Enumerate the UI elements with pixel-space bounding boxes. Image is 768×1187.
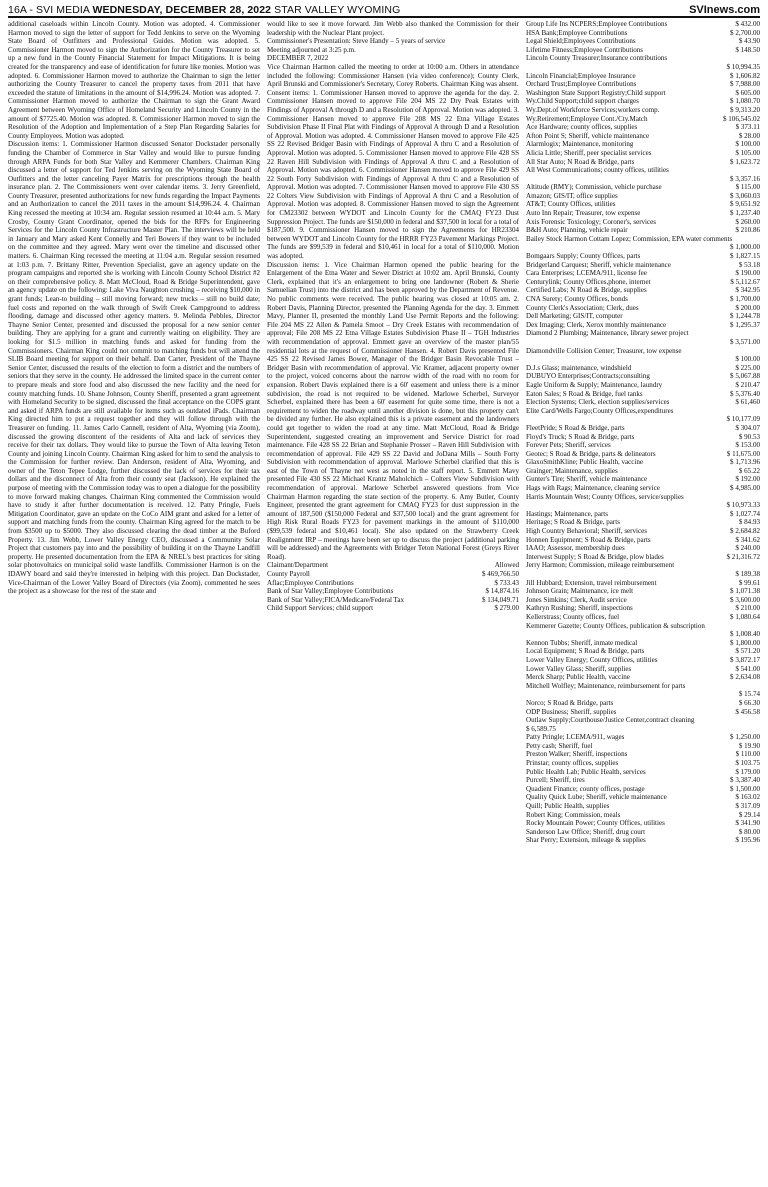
claim-row <box>526 785 760 794</box>
claim-label: Lower Valley Glass; Sheriff, supplies <box>526 664 632 673</box>
claim-amount: $ 1,244.78 <box>730 312 760 321</box>
claim-row <box>526 286 760 295</box>
claim-row <box>526 312 760 321</box>
claim-row <box>526 656 760 665</box>
claim-row <box>526 708 760 717</box>
claim-amount: $ 5,112.67 <box>730 277 760 286</box>
claim-label: Alarmlogix; Maintenance, monitoring <box>526 140 634 149</box>
claim-label: Altitude (RMY); Commission, vehicle purchase <box>526 183 662 192</box>
claim-label: County Clerk's Association; Clerk, dues <box>526 303 639 312</box>
claim-row <box>526 132 760 141</box>
claim-row <box>526 192 760 201</box>
claim-amount: $ 148.50 <box>735 45 760 54</box>
claim-label: Patty Pringle; LCEMA/911, wages <box>526 733 625 742</box>
claim-row <box>526 140 760 149</box>
claim-label: Cara Enterprises; LCEMA/911, license fee <box>526 269 647 278</box>
claim-row <box>526 639 760 648</box>
claim-amount: $ 1,606.82 <box>730 71 760 80</box>
claim-row <box>526 553 760 562</box>
claim-label: Preston Walker; Sheriff, inspections <box>526 750 628 759</box>
claim-label: Gunter's Tire; Sheriff, vehicle maintenance <box>526 475 648 484</box>
paragraph: Vice Chairman Harmon called the meeting to order at 10:00 a.m. Others in attendance included the following: Commissioner Hansen (via video conference); County Clerk, April Brunski and Commissioner's Secretary, Corey Roberts. Chairman King was absent. <box>267 62 519 89</box>
claim-label: DUBUYO Enterprises;Contracts;consulting <box>526 372 650 381</box>
claims-header-claimant: Claimant/Department <box>267 561 329 570</box>
claim-row <box>526 381 760 390</box>
claim-row <box>526 604 760 613</box>
claim-row <box>526 682 760 699</box>
claim-row <box>526 828 760 837</box>
claims-header-allowed: Allowed <box>494 561 519 570</box>
claim-label: Kennon Tubbs; Sheriff, inmate medical <box>526 638 638 647</box>
claim-label: Forever Pets; Sheriff, services <box>526 441 611 450</box>
claim-label: Certified Labs; N Road & Bridge, supplies <box>526 286 647 295</box>
column-3-claims <box>526 20 760 1183</box>
claim-amount: $ 200.00 <box>735 303 760 312</box>
claim-amount: $ 210.86 <box>735 226 760 235</box>
claim-amount: $ 605.00 <box>735 88 760 97</box>
claim-amount: $ 1,008.40 <box>730 630 760 639</box>
claim-row <box>526 329 760 346</box>
claim-amount: $ 3,872.17 <box>730 655 760 664</box>
claim-amount: $ 19.90 <box>738 741 760 750</box>
claim-amount: $ 210.47 <box>735 380 760 389</box>
claim-amount: $ 1,000.00 <box>730 243 760 252</box>
column-2 <box>267 20 519 1183</box>
claim-amount: $ 90.53 <box>738 432 760 441</box>
claim-amount: $ 65.22 <box>738 466 760 475</box>
claim-row <box>526 295 760 304</box>
claim-row <box>526 115 760 124</box>
claim-amount: $ 192.00 <box>735 475 760 484</box>
claim-row <box>526 252 760 261</box>
paragraph: additional caseloads within Lincoln County. Motion was adopted. 4. Commissioner Harmon moved to sign the letter of support for Tedd Jenkins to serve on the Wyoming State Board of Outfitters and Professional Guides. Motion was adopted. 5. Commissioner Harmon moved to sign the Authorization for the County Treasurer to set up a new fund in the County Financial Statement for Impact Mitigations. It is being created for the transparency and ease of identification for future like monies. Motion was adopted. 6. Commissioner Harmon moved to authorize the Chairman to sign the letter authorizing the County Treasurer to cancel the property taxes from 2011 that have exceeded the statute of limitations in the amount of $14,996.24. Motion was adopted. 7. Commissioner Harmon moved to authorize the Chairman to sign the Grant Award Agreement between Wyoming Office of Homeland Security and Lincoln County in the amount of $7725.40. Motion was adopted. 8. Commissioner Harmon moved to sign the Resolution of the Adoption and Implementation of a Step Plan Regarding Salaries for County Employees. Motion was adopted. <box>8 20 260 140</box>
claim-row <box>526 347 760 364</box>
claim-label: Geotec; S Road & Bridge, parts & delineators <box>526 449 656 458</box>
claim-amount: $ 1,700.00 <box>730 295 760 303</box>
claim-amount: $ 4,985.00 <box>730 484 760 493</box>
claim-label: Alicia Little; Sheriff, peer specialist services <box>526 148 652 157</box>
claim-label: Jill Hubbard; Extension, travel reimbursement <box>526 578 657 587</box>
claim-label: Bank of Star Valley;FICA/Medicare/Federal Tax <box>267 595 405 604</box>
claim-label: Elite Card/Wells Fargo;County Offices,expenditures <box>526 406 674 415</box>
claim-label: AT&T; County Offices, utilities <box>526 200 616 209</box>
header-date: WEDNESDAY, DECEMBER 28, 2022 <box>92 4 272 16</box>
claim-amount: $ 2,700.00 <box>730 28 760 37</box>
claim-label: Bomgaars Supply; County Offices, parts <box>526 252 641 261</box>
claim-label: Sanderson Law Office; Sheriff, drug court <box>526 827 646 836</box>
claim-label: All West Communications; county offices, utilities <box>526 166 669 175</box>
claim-label: Kellerstrass; County offices, fuel <box>526 612 620 621</box>
claim-row <box>526 613 760 622</box>
claim-row <box>526 261 760 270</box>
header-location: STAR VALLEY WYOMING <box>274 4 401 16</box>
claim-amount: $ 99.61 <box>738 578 760 587</box>
claim-amount: $ 106,545.02 <box>723 114 760 123</box>
claim-row <box>526 123 760 132</box>
claim-amount: $ 260.00 <box>735 217 760 226</box>
claim-label: Jerry Harmon; Commission, mileage reimbursement <box>526 561 675 570</box>
claim-row <box>526 398 760 407</box>
claim-row <box>526 29 760 38</box>
claim-label: Lincoln Financial;Employee Insurance <box>526 71 636 80</box>
claim-row <box>526 158 760 167</box>
claim-row <box>526 493 760 510</box>
claim-label: Grainger; Maintenance, supplies <box>526 466 618 475</box>
claim-label: Quill; Public Health, supplies <box>526 802 610 811</box>
claim-amount: $ 1,713.96 <box>730 458 760 467</box>
claim-row <box>526 759 760 768</box>
claim-amount: $ 10,177.09 <box>726 415 760 424</box>
claim-label: Rocky Mountain Power; County Offices, utilities <box>526 819 665 828</box>
claim-label: County Payroll <box>267 570 310 578</box>
claim-amount: $ 43.90 <box>738 37 760 46</box>
claim-label: Bailey Stock Harmon Cottam Lopez; Commission, EPA water comments <box>526 234 733 243</box>
claim-label: IAAO; Assessor, membership dues <box>526 544 625 553</box>
column-1 <box>8 20 260 1183</box>
claim-label: Outlaw Supply;Courthouse/Justice Center,contract cleaning <box>526 716 695 725</box>
claim-label: Quality Quick Lube; Sheriff, vehicle maintenance <box>526 793 667 802</box>
claim-amount: $ 53.18 <box>738 260 760 269</box>
claim-row <box>526 20 760 29</box>
claim-row <box>526 278 760 287</box>
claim-row <box>526 622 760 639</box>
claim-label: Heritage; S Road & Bridge, parts <box>526 518 620 527</box>
claim-label: Purcell; Sheriff, tires <box>526 776 585 785</box>
claim-label: Public Health Lab; Public Health, services <box>526 767 646 776</box>
claim-amount: $ 163.02 <box>735 793 760 802</box>
claim-label: Eagle Uniform & Supply; Maintenance, laundry <box>526 380 663 389</box>
claim-label: Wy.Dept.of Workforce Services;workers comp. <box>526 105 660 114</box>
claim-amount: $ 210.00 <box>735 604 760 613</box>
claim-amount: $ 5,067.88 <box>730 372 760 381</box>
claim-label: Merck Sharp; Public Health, vaccine <box>526 673 630 682</box>
paragraph: Commissioner's Presentation: Steve Handy – 5 years of service <box>267 37 446 46</box>
claim-label: Wy.Retirement;Employee Cont./Cty.Match <box>526 114 648 123</box>
claim-row <box>526 97 760 106</box>
claim-row <box>526 80 760 89</box>
claims-list-col2 <box>267 570 519 613</box>
claim-row <box>526 424 760 433</box>
claim-amount: $ 110.00 <box>735 750 760 759</box>
claim-label: Shar Perry; Extension, mileage & supplies <box>526 836 646 845</box>
claim-label: HSA Bank;Employee Contributions <box>526 28 628 37</box>
claim-row <box>526 235 760 252</box>
claim-label: Election Systems; Clerk, election supplies/services <box>526 398 670 407</box>
claim-label: Auto Inn Repair; Treasurer, tow expense <box>526 209 641 218</box>
claim-amount: $ 179.00 <box>735 767 760 776</box>
claim-row <box>526 776 760 785</box>
claim-amount: $ 373.11 <box>735 123 760 132</box>
claim-label: All Star Auto; N Road & Bridge, parts <box>526 157 635 166</box>
claim-label: Mitchell Wolfley; Maintenance, reimbursement for parts <box>526 681 686 690</box>
claim-label: Petty cash; Sheriff, fuel <box>526 741 593 750</box>
claim-label: Floyd's Truck; S Road & Bridge, parts <box>526 432 635 441</box>
claim-amount: $ 3,060.03 <box>730 191 760 200</box>
claim-amount: $ 341.90 <box>735 819 760 828</box>
claim-row <box>526 37 760 46</box>
claim-row <box>526 209 760 218</box>
claim-label: Child Support Services; child support <box>267 604 374 613</box>
claim-amount: $ 1,080.70 <box>730 97 760 106</box>
claim-label: FleetPride; S Road & Bridge, parts <box>526 423 625 432</box>
claim-amount: $ 2,684.82 <box>730 527 760 536</box>
claim-amount: $ 317.09 <box>735 802 760 811</box>
claim-row <box>526 518 760 527</box>
claim-amount: $ 3,357.16 <box>730 174 760 183</box>
claim-row <box>526 665 760 674</box>
paragraph: Consent items: 1. Commissioner Hansen moved to approve the agenda for the day. 2. Commissioner Hansen moved to approve File 204 MS 22 Dry Peak Estates with Findings of Approval A through D and a Resolution of Approval. Motion was adopted. 3. Commissioner Hansen moved to approve File 208 MS 22 Etna Village Estates Subdivision Phase II Final Plat with Findings of Approval A through D and a Resolution of Approval. Motion was adopted. 4. Commissioner Hansen moved to approve File 425 SS 22 Revised Bridger Basin with Findings of Approval A thru C and a Resolution of Approval. Motion was adopted. 5. Commissioner Hansen moved to approve File 428 SS 22 Raven Hill Subdivision with Findings of Approval A thru C and a Resolution of Approval. Motion was adopted. 6. Commissioner Hansen moved to approve File 429 SS 22 South Forty Subdivision with Findings of Approval A thru C and a Resolution of Approval. Motion was adopted. 7. Commissioner Hansen moved to approve File 430 SS 22 Colters View Subdivision with Findings of Approval A thru C and a Resolution of Approval. Motion was adopted. 8. Commissioner Hansen moved to sign the Agreement for CM23302 between WYDOT and Lincoln County for the CMAQ FY23 Dust Suppression Project. The funds are $150,000 in federal and $37,500 in local for a total of $187,500. 9. Commissioner Hansen moved to sign the Agreements for HR23304 between WYDOT and Lincoln County for the HRRR FY23 Pavement Markings Project. The funds are $99,539 in federal and $10,461 in local for a total of $110,000. Motion was adopted. <box>267 88 519 261</box>
claim-label: Centurylink; County Offices,phone, internet <box>526 277 651 286</box>
claim-row <box>526 561 760 578</box>
claim-amount: $ 432.00 <box>735 20 760 28</box>
claim-label: Lifetime Fitness;Employee Contributions <box>526 45 644 54</box>
claim-amount: $ 10,973.33 <box>726 501 760 510</box>
claim-row <box>526 647 760 656</box>
claim-label: Group Life Ins NCPERS;Employee Contributions <box>526 20 668 28</box>
claim-row <box>526 106 760 115</box>
claim-row <box>526 433 760 442</box>
claim-label: Amazon; GIS/IT, office supplies <box>526 191 618 200</box>
claim-row <box>526 673 760 682</box>
claim-amount: $ 341.62 <box>735 535 760 544</box>
paragraph: DECEMBER 7, 2022 <box>267 54 329 63</box>
claim-amount: $ 9,651.92 <box>730 200 760 209</box>
claim-row <box>526 390 760 399</box>
claim-amount: $ 6,589.75 <box>526 724 556 733</box>
claim-row <box>526 527 760 536</box>
claim-label: Lower Valley Energy; County Offices, utilities <box>526 655 658 664</box>
claim-amount: $ 115.00 <box>735 183 760 192</box>
claim-amount: $ 80.00 <box>738 827 760 836</box>
claim-label: Prinstar; county offices, supplies <box>526 759 619 768</box>
claim-row <box>526 716 760 733</box>
claim-amount: $ 28.00 <box>738 131 760 140</box>
claim-label: Norco; S Road & Bridge, parts <box>526 698 614 707</box>
claim-amount: $ 1,295.37 <box>730 320 760 329</box>
claim-row <box>526 793 760 802</box>
claims-header <box>267 561 519 570</box>
claim-row <box>526 742 760 751</box>
claim-label: Orchard Trust;Employee Contributions <box>526 80 637 89</box>
claim-label: GlaxoSmithKline; Public Health, vaccine <box>526 458 644 467</box>
claim-label: Lincoln County Treasurer;Insurance contributions <box>526 54 668 63</box>
claim-amount: $ 29.14 <box>738 810 760 819</box>
claim-row <box>526 441 760 450</box>
claim-row <box>526 811 760 820</box>
claim-amount: $ 279.00 <box>494 604 519 613</box>
claim-row <box>526 536 760 545</box>
claim-amount: $ 304.07 <box>735 423 760 432</box>
claim-label: Robert King; Commission, meals <box>526 810 621 819</box>
claim-row <box>526 458 760 467</box>
claim-amount: $ 153.00 <box>735 441 760 450</box>
claim-amount: $ 21,316.72 <box>726 552 760 561</box>
page-number: 16A - SVI MEDIA <box>8 4 90 16</box>
claim-amount: $ 66.30 <box>738 698 760 707</box>
claim-amount: $ 1,623.72 <box>730 157 760 166</box>
claim-row <box>526 269 760 278</box>
claim-amount: $ 5,376.40 <box>730 389 760 398</box>
claim-amount: $ 11,675.00 <box>726 449 760 458</box>
claim-amount: $ 9,313.20 <box>730 105 760 114</box>
claim-amount: $ 7,988.00 <box>730 80 760 89</box>
claim-row <box>526 364 760 373</box>
claim-row <box>526 579 760 588</box>
claim-row <box>267 604 519 613</box>
claim-label: Johnson Grain; Maintenance, ice melt <box>526 587 634 596</box>
claim-row <box>526 510 760 519</box>
claim-amount: $ 342.95 <box>735 286 760 295</box>
site-name: SVInews.com <box>689 4 760 16</box>
claim-label: Hags with Rags; Maintenance, cleaning service <box>526 484 660 493</box>
claim-label: Bank of Star Valley;Employee Contributions <box>267 587 394 596</box>
claim-amount: $ 1,237.40 <box>730 209 760 218</box>
claim-amount: $ 1,827.15 <box>730 252 760 261</box>
claim-amount: $ 105.00 <box>735 148 760 157</box>
claim-label: Quadient Finance; county offices, postage <box>526 784 645 793</box>
claim-label: B&H Auto; Planning, vehicle repair <box>526 226 628 235</box>
claim-row <box>526 46 760 55</box>
claim-amount: $ 571.20 <box>735 647 760 656</box>
claim-label: Ace Hardware; county offices, supplies <box>526 123 638 132</box>
claim-row <box>526 321 760 330</box>
claim-label: Afton Point S; Sheriff, vehicle maintenance <box>526 131 650 140</box>
claim-row <box>526 166 760 183</box>
claim-amount: $ 733.43 <box>494 578 519 587</box>
paragraph: Discussion items: 1. Commissioner Harmon discussed Senator Dockstader personally funding the Chamber of Commerce in Star Valley and would like to pursue funding through ARPA Funds for both Star Valley and Kemmerer Chambers. Chairman King discussed a letter of support for Ted Jenkins serving on the Wyoming State Board of Outfitters and the letter canceling Payer Matrix for prescriptions through the health insurance plan. 2. The Commissioners went over calendar items. 3. Jerry Greenfield, County Treasurer, presented authorizations for new funds regarding the Impact Payments and an Authorization to cancel the 2011 taxes in the amount $14,996.24. 4. Chairman King recessed the meeting at 10:34 am. Regular session resumed at 10:44 a.m. 5. Mary Crosby, County Grant Coordinator, opened the bids for the RFPs for Engineering Services for the Lincoln County Infrastructure Master Plan. The interviews will be held in January and Mary asked Kent Connelly and Teri Bowers if they want to be included on the committee and they agreed. Mary went over the timeline and discussed other matters. 6. Chairman King recessed the meeting at 11:04 a.m. Regular session resumed at 1:03 p.m. 7. Brittany Ritter, Prevention Specialist, gave an agency update on the program campaigns and reported she is working with Lincoln County School District #2 on their comprehensive policy. 8. Matt McCloud, Road & Bridge Superintendent, gave an agency update on the following: Lake Viva Naughton crushing – receiving $10,000 in grant funds; Lean-to building – still moving forward; new trucks – still no build date; fuel costs and reported on the walk through of Swift Creek Campground to address flooding, damage and discussed other agency matters. 9. Melinda Pebbles, Director Thayne Senior Center, presented and discussed the proposal for a new senior center building. They are applying for a grant and currently waiting on eligibility. They are looking for $1.5 million in matching funds and asked for funding from the Commissioners. Chairman King could not commit to matching funds but will attend the SLIB Board meeting for support on their behalf. Dan Carter, President of the Thayne Senior Center, discussed the results of the election to form a district and the numbers of seniors that they serve in the county. He addressed the limited space in the current center to prepare meals and store food and also discussed the new facility and the need for county matching funds. 10. Shane Johnson, County Sheriff, presented a grant agreement with Homeland Security to be signed, discussed the final acceptance on the COPS grant and asked if ARPA funds are still available for items such as outdated iPads. Chairman King directed him to put a request together and they will follow through with the Treasurer on funding. 11. James Carlo Cannell, resident of Alta, Wyoming (via Zoom), discussed the growing discontent of the residents of Alta and lack of services they receive for their tax dollars. They would like to pursue the Town of Alta leaving Teton County and joining Lincoln County. Chairman King asked for him to send the analysis to the Commission for further review. Dan Anderson, resident of Alta, Wyoming, and owner of the Teton Tepee Lodge, further discussed the lack of services for their tax dollars and the disconnect of Alta from their county seat (Jackson). He explained the purpose of meeting with the Commission today was to open a dialogue for the possibility to move forward making changes. Chairman King commented the Commission would have to study it after further documentation is received. 12. Patty Pringle, Fuels Mitigation Coordinator, gave an update on the CoCo AIM grant and asked for a letter of support and matching funds from the county. Chairman King agreed for the match to be from $3500 up to $5000. They also discussed clearing the dead timber at the Buford Property. 13. Jim Webb, Lower Valley Energy CEO, discussed a Community Solar Project that customers pay into and the possibility of building it on the Thayne Landfill property. He presented documentation from the EPA & NREL's best practices for siting solar photovoltaics on municipal solid waste landfills. Commissioner Harmon is on the IDAWY board and said they're interested in helping with this project. Dan Dockstader, Vice-Chairman of the Lower Valley Board of Directors (via Zoom), commented he sees the project as a showcase for the rest of the state and <box>8 140 260 596</box>
claim-row <box>526 54 760 71</box>
claim-row <box>526 750 760 759</box>
claim-row <box>526 467 760 476</box>
claim-row <box>526 200 760 209</box>
paragraph: Discussion items: 1. Vice Chairman Harmon opened the public hearing for the Enlargement of the Etna Water and Sewer District at 10:02 am. April Brunski, County Clerk, explained that it's an enlargement to bring one landowner (Robert & Sherie Samuelian Trust) into the district and has been approved by the Department of Revenue. No public comments were received. The public hearing was closed at 10:05 am. 2. Robert Davis, Planning Director, presented the Planning Agenda for the day. 3. Emmett Mavy, Planner II, presented the monthly Land Use Permit Reports and the following: File 204 MS 22 Allen & Pamela Smoot – Dry Creek Estates with recommendation of approval; File 208 MS 22 Etna Village Estates Subdivision Phase II – TGH Industries with recommendation of approval. Emmett gave an overview of the master plan/55 residential lots at the request of Commissioner Hansen. 4. Robert Davis presented File 425 SS 22 Revised James Bower, Manager of the Bridger Basin Revocable Trust – Bridger Basin with recommendation of approval. Vic Kramer, adjacent property owner to the project, voiced concerns about the narrow width of the road with no room for expansion. Robert Davis explained there is a 60' easement and unless there is a minor subdivision, the road is not required to be widened. Marlowe Scherbel, Surveyor Scherbel, explained there has been a 60' easement for quite some time, there is not a requirement to widen the roadway until another division is done, but this property can't be divided any further. He also explained this is a private easement and the landowners could get together to widen the road at any time. Matt McCloud, Road & Bridge Superintendent, suggested creating an improvement and Service District for road maintenance. File 428 SS 22 Brian and Stephanie Prosser – Raven Hill Subdivision with recommendation of approval. File 429 SS 22 David and JoDana Mills – South Forty Subdivision with recommendation of approval. Marlowe Scherbel clarified that this is east of the Town of Thayne not west as noted in the staff report. 5. Emmett Mavy presented File 430 SS 22 Michael Krantz Maholchich – Colters View Subdivision with recommendation of approval. Marlowe Scherbel answered questions from Vice Chairman Harmon regarding the state section of the property. 6. Amy Butler, County Engineer, presented the grant agreement for CMAQ FY23 for dust suppression in the amount of 187,500 ($150,000 Federal and $37,500 local) and the grant agreement for High Risk Rural Roads FY23 for pavement markings in the amount of $110,000 ($99,539 federal and $10,461 local). She also updated on the Strawberry Creek Realignment IRP – meetings have been set up to discuss the project (additional parking will be addressed) and the Agreements with Bridger Teton National Forest (Greys River Road). <box>267 260 519 561</box>
claim-row <box>267 570 519 579</box>
claim-amount: $ 3,387.40 <box>730 776 760 785</box>
claim-row <box>526 372 760 381</box>
claim-amount: $ 100.00 <box>735 140 760 149</box>
claim-label: Dex Imaging; Clerk, Xerox monthly maintenance <box>526 320 667 329</box>
claim-row <box>526 407 760 424</box>
claim-label: Dell Marketing; GIS/IT, computer <box>526 312 623 321</box>
claim-amount: $ 1,500.00 <box>730 784 760 793</box>
claim-amount: $ 1,080.64 <box>730 612 760 621</box>
claim-amount: $ 100.00 <box>735 355 760 364</box>
claim-row <box>526 768 760 777</box>
claim-amount: $ 10,994.35 <box>726 62 760 71</box>
paragraph: Meeting adjourned at 3:25 p.m. <box>267 45 356 54</box>
claim-amount: $ 134,049.71 <box>482 595 519 604</box>
claim-row <box>526 226 760 235</box>
claim-amount: $ 3,571.00 <box>730 337 760 346</box>
claim-row <box>526 733 760 742</box>
column-2-text <box>267 20 519 561</box>
claim-label: ODP Business; Sheriff, supplies <box>526 707 617 716</box>
claim-amount: $ 1,027.74 <box>730 509 760 518</box>
claim-label: Washington State Support Registry;Child support <box>526 88 666 97</box>
claim-amount: $ 2,634.08 <box>730 673 760 682</box>
claim-amount: $ 225.00 <box>735 363 760 372</box>
claim-amount: $ 456.58 <box>735 707 760 716</box>
claim-row <box>526 149 760 158</box>
claim-amount: $ 195.96 <box>735 836 760 845</box>
claim-amount: $ 240.00 <box>735 544 760 553</box>
claim-row <box>526 304 760 313</box>
claim-amount: $ 469,766.50 <box>482 570 519 578</box>
claim-label: Bridgerland Carquest; Sheriff, vehicle maintenance <box>526 260 671 269</box>
claim-amount: $ 1,800.00 <box>730 638 760 647</box>
claim-label: Diamond 2 Plumbing; Maintenance, library sewer project <box>526 329 689 338</box>
claim-label: Aflac;Employee Contributions <box>267 578 354 587</box>
claim-row <box>526 587 760 596</box>
claim-label: Kemmerer Gazette; County Offices, publication & subscription <box>526 621 705 630</box>
claim-row <box>526 475 760 484</box>
claim-row <box>526 596 760 605</box>
claim-row <box>526 484 760 493</box>
claim-amount: $ 3,600.00 <box>730 595 760 604</box>
claim-amount: $ 541.00 <box>735 664 760 673</box>
claim-amount: $ 14,874.16 <box>485 587 519 596</box>
claim-row <box>526 699 760 708</box>
claim-label: Hastings; Maintenance, parts <box>526 509 608 518</box>
claim-row <box>526 819 760 828</box>
claim-row <box>526 802 760 811</box>
claim-amount: $ 1,071.38 <box>730 587 760 596</box>
claim-label: D.J.s Glass; maintenance, windshield <box>526 363 632 372</box>
claim-amount: $ 103.75 <box>735 759 760 768</box>
header-info <box>8 4 400 16</box>
claim-label: Diamondville Collision Center; Treasurer, tow expense <box>526 346 682 355</box>
claim-label: High Country Behavioral; Sheriff, services <box>526 527 648 536</box>
claim-row <box>526 836 760 845</box>
claim-label: Harris Mountain West; County Offices, service/supplies <box>526 492 684 501</box>
claim-row <box>267 579 519 588</box>
claim-label: Interwest Supply; S Road & Bridge, plow blades <box>526 552 664 561</box>
claim-row <box>526 72 760 81</box>
claim-row <box>526 89 760 98</box>
claim-amount: $ 1,250.00 <box>730 733 760 742</box>
claim-row <box>526 183 760 192</box>
claim-row <box>526 544 760 553</box>
claim-amount: $ 190.00 <box>735 269 760 278</box>
claim-label: Local Equipment; S Road & Bridge, parts <box>526 647 645 656</box>
claim-label: Honnen Equipment; S Road & Bridge, parts <box>526 535 651 544</box>
claim-label: Axis Forensic Toxicology; Coroner's, services <box>526 217 657 226</box>
claim-row <box>267 596 519 605</box>
claim-label: Wy.Child Support;child support charges <box>526 97 639 106</box>
claim-amount: $ 84.93 <box>738 518 760 527</box>
paragraph: would like to see it move forward. Jim Webb also thanked the Commission for their leadership with the Nuclear Plant project. <box>267 20 519 37</box>
claim-row <box>267 587 519 596</box>
claim-label: CNA Surety; County Offices, bonds <box>526 295 628 303</box>
claim-label: Eaton Sales; S Road & Bridge, fuel tanks <box>526 389 643 398</box>
claim-label: Kathryn Rushing; Sheriff, inspections <box>526 604 633 613</box>
claim-amount: $ 15.74 <box>738 690 760 699</box>
claim-label: Legal Shield;Employees Contributions <box>526 37 636 46</box>
claim-amount: $ 61,460 <box>735 398 760 407</box>
claim-row <box>526 450 760 459</box>
claim-amount: $ 189.38 <box>735 570 760 578</box>
page-header <box>8 2 760 18</box>
claim-label: Jones Simkins; Clerk, Audit service <box>526 595 627 604</box>
claim-row <box>526 218 760 227</box>
